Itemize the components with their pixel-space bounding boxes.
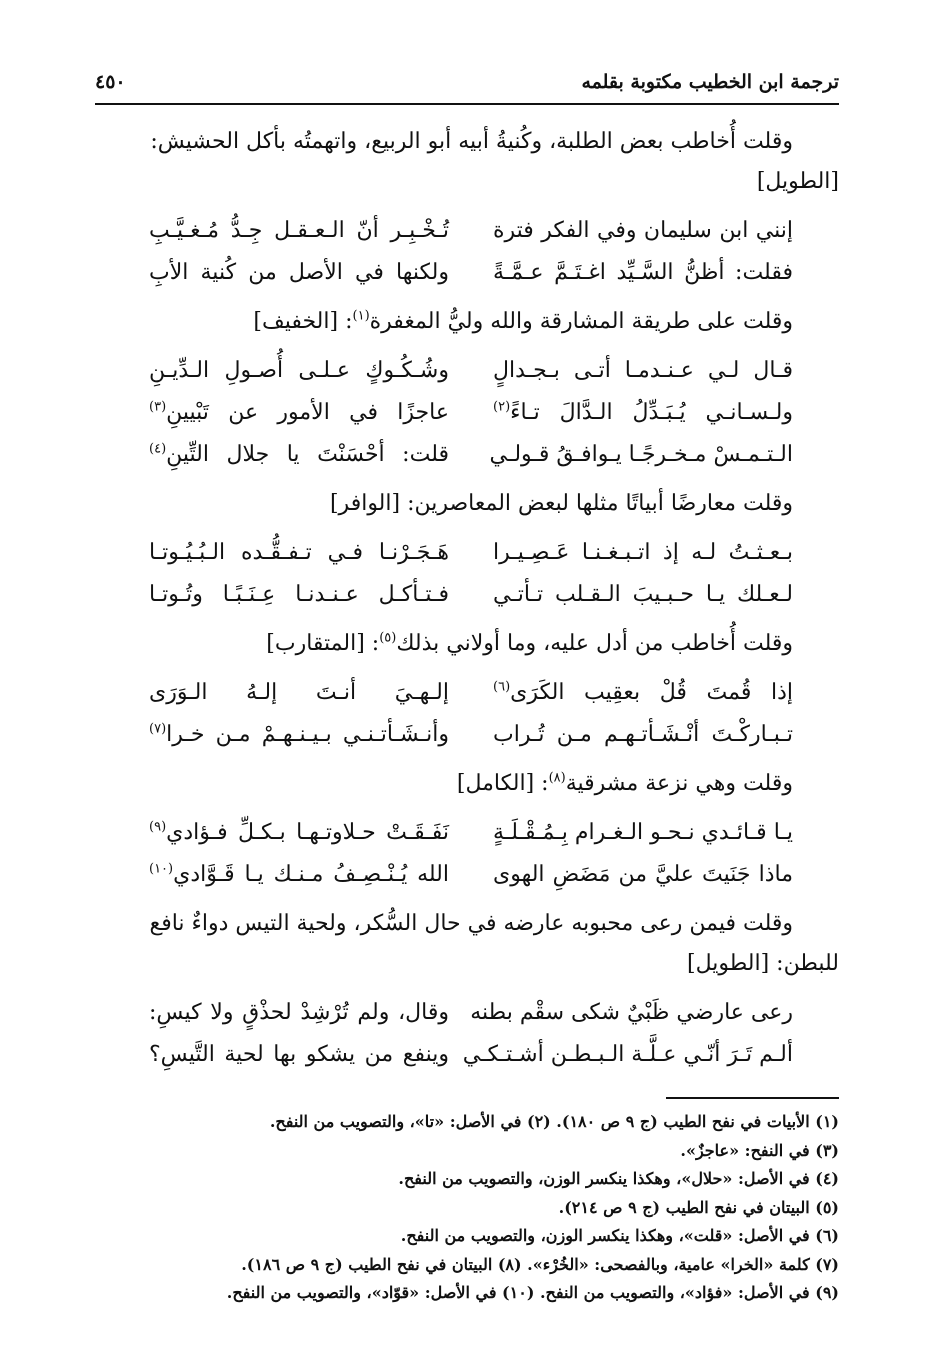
footnote-mark: (١٠): [149, 861, 174, 877]
verse-line: [95, 992, 839, 1034]
footnote-line: (٩) في الأصل: «فؤاد»، والتصويب من النفح. (١٠) في الأصل: «قوّاد»، والتصويب من النفح.: [226, 1283, 839, 1302]
verse-hemistich: قلت: أحْسَنْتَ يا جلال التِّينِ$^{(٤)}$: [149, 441, 449, 467]
prose-paragraph: وقلت أُخاطب بعض الطلبة، وكُنيةُ أبيه أبو الربيع، واتهمتُه بأكل الحشيش:: [150, 129, 793, 154]
footnote-mark: (٤): [149, 441, 167, 457]
poem-stanza: [95, 210, 839, 294]
meter-label: : [الخفيف]: [253, 309, 353, 334]
verse-line: [95, 350, 839, 392]
prose-paragraph: وقلت وهي نزعة مشرقية$^{(٨)}$: [الكامل]: [456, 770, 793, 796]
verse-hemistich: إذا قُمتَ قُلْ بعقِيب الكَرَى$^{(٦)}$: [493, 679, 793, 705]
prose-paragraph: وقلت فيمن رعى محبوبه عارضه في حال السُّكر، ولحية التيس دواءٌ نافع: [149, 911, 793, 936]
prose-paragraph: وقلت أُخاطب من أدل عليه، وما أولاني بذلك$^{(٥)}$: [المتقارب]: [266, 630, 793, 656]
footnote-rule: [666, 1097, 839, 1099]
verse-hemistich: رعى عارضي ظَبْيٌ شكى سقْم بطنه: [470, 1000, 793, 1025]
prose-paragraph: وقلت على طريقة المشارقة والله وليُّ المغفرة$^{(١)}$: [الخفيف]: [253, 308, 793, 334]
poem-stanza: [95, 350, 839, 476]
page-number: ٤٥٠: [95, 71, 126, 93]
meter-label: [الطويل]: [756, 169, 839, 194]
prose-paragraph: [95, 162, 839, 202]
verse-hemistich: يـا قـائـدي نـحـو الـغـرام بِـمُـقْـلَـةٍ: [493, 820, 793, 845]
footnote-mark: (٦): [493, 679, 511, 695]
verse-hemistich: نَفَـقَـتْ حـلاوتـهـا بـكـلِّ فـؤادي$^{(٩)}$: [149, 819, 449, 845]
verse-line: [95, 392, 839, 434]
footnote-mark: (١): [352, 308, 370, 324]
meter-label: [الوافر]: [329, 491, 408, 516]
verse-line: [95, 574, 839, 616]
running-header: [95, 62, 839, 102]
verse-line: [95, 1034, 839, 1076]
footnote-line: (١) الأبيات في نفح الطيب (ج ٩ ص ١٨٠). (٢) في الأصل: «تا»، والتصويب من النفح.: [269, 1112, 839, 1131]
verse-hemistich: الله يُـنْـصِـفُ مـنـك يـا قَـوَّادي$^{(١٠)}$: [149, 861, 449, 887]
prose-paragraph: للبطن: [الطويل]: [686, 951, 839, 976]
verse-hemistich: الـتـمـسْ مـخـرجًـا يـوافـقُ قـولـي: [489, 442, 793, 467]
poem-stanza: [95, 992, 839, 1076]
verse-hemistich: وأنـشَـأتـنـي بـيـنـهـمْ مـن خـرا$^{(٧)}$: [149, 721, 449, 747]
verse-hemistich: ماذا جَنَيتَ عليَّ من مَضَضِ الهوى: [493, 862, 793, 887]
footnote-mark: (٨): [548, 770, 566, 786]
footnote-mark: (٢): [493, 399, 511, 415]
footnote-mark: (٣): [149, 399, 167, 415]
verse-hemistich: قـال لـي عـنـدمـا أتـى بـجـدالٍ: [493, 358, 793, 383]
verse-line: [95, 672, 839, 714]
footnote-mark: (٧): [149, 721, 167, 737]
verse-line: [95, 714, 839, 756]
verse-hemistich: فقلت: أظنُّ السَّـيِّد اغـتَـمَّ عـمَّـةً: [493, 260, 793, 285]
verse-hemistich: ولكنها في الأصل من كُنية الأبِ: [149, 260, 449, 285]
footnote-mark: (٩): [149, 819, 167, 835]
prose-paragraph: وقلت معارضًا أبياتًا مثلها لبعض المعاصرين: [الوافر]: [329, 491, 793, 516]
meter-label: : [الكامل]: [456, 771, 549, 796]
poem-stanza: [95, 672, 839, 756]
main-text: [95, 122, 839, 1084]
verse-line: [95, 434, 839, 476]
header-rule: [95, 103, 839, 105]
verse-hemistich: لـعـلك يـا حـبـيبَ الـقـلب تـأتـي: [493, 582, 793, 607]
footnote-mark: (٥): [379, 630, 397, 646]
verse-hemistich: هَـجَـرْنـا فـي تـفـقُّـده الـبُـيُـوتـا: [149, 540, 449, 565]
footnotes: [95, 1108, 839, 1308]
verse-hemistich: إلـهـيَ أنـتَ إلـهُ الـوَرَى: [149, 680, 449, 705]
verse-line: [95, 532, 839, 574]
meter-label: : [المتقارب]: [266, 631, 380, 656]
verse-line: [95, 252, 839, 294]
running-title: ترجمة ابن الخطيب مكتوبة بقلمه: [581, 71, 839, 93]
verse-line: [95, 210, 839, 252]
verse-hemistich: تُـخْـبِـر أنّ الـعـقـل جِـدُّ مُـغـيَّـبِ: [149, 218, 449, 243]
verse-hemistich: وشُـكُـوكٍ عـلـى أُصـولِ الـدِّيـنِ: [149, 358, 449, 383]
footnote-line: (٥) البيتان في نفح الطيب (ج ٩ ص ٢١٤).: [558, 1197, 839, 1217]
meter-label: [الطويل]: [686, 951, 777, 976]
poem-stanza: [95, 532, 839, 616]
verse-hemistich: إنني ابن سليمان وفي الفكر فترة: [493, 218, 793, 243]
verse-hemistich: عاجزًا في الأمور عن تَبْيينِ$^{(٣)}$: [149, 399, 449, 425]
verse-hemistich: تـبـاركْـتَ أنْـشَـأتـهـم مـن تُـراب: [493, 722, 793, 747]
verse-hemistich: وقال، ولم تُرْشِدْ لحذْقٍ ولا كيسِ:: [149, 1000, 449, 1025]
footnote-line: (٧) كلمة «الخرا» عامية، وبالفصحى: «الخُرْء». (٨) البيتان في نفح الطيب (ج ٩ ص ١٨٦).: [241, 1254, 839, 1274]
verse-hemistich: ألـم تَـرَ أنّـي عـلَّـة الـبـطـن أشـتـكـي: [462, 1042, 793, 1067]
verse-line: [95, 854, 839, 896]
poem-stanza: [95, 812, 839, 896]
verse-hemistich: فـتـأكـل عـنـدنـا عِـنَـبًـا وتُـوتـا: [149, 582, 449, 607]
verse-line: [95, 812, 839, 854]
footnote-line: (٦) في الأصل: «قلت»، وهكذا ينكسر الوزن، والتصويب من النفح.: [400, 1226, 839, 1245]
verse-hemistich: بـعـثـتُ لـه إذ اتـبـغـنـا عَـصِـيـرا: [493, 540, 793, 565]
verse-hemistich: وينفع من يشكو بها لحية التَّيسِ؟: [149, 1042, 449, 1067]
footnote-line: (٤) في الأصل: «حلال»، وهكذا ينكسر الوزن، والتصويب من النفح.: [398, 1169, 839, 1188]
verse-hemistich: ولـسـانـي يُـبَـدِّلُ الـدَّالَ تـاءً$^{(٢)}$: [493, 399, 793, 425]
footnote-line: (٣) في النفح: «عاجزٌ».: [680, 1140, 839, 1160]
